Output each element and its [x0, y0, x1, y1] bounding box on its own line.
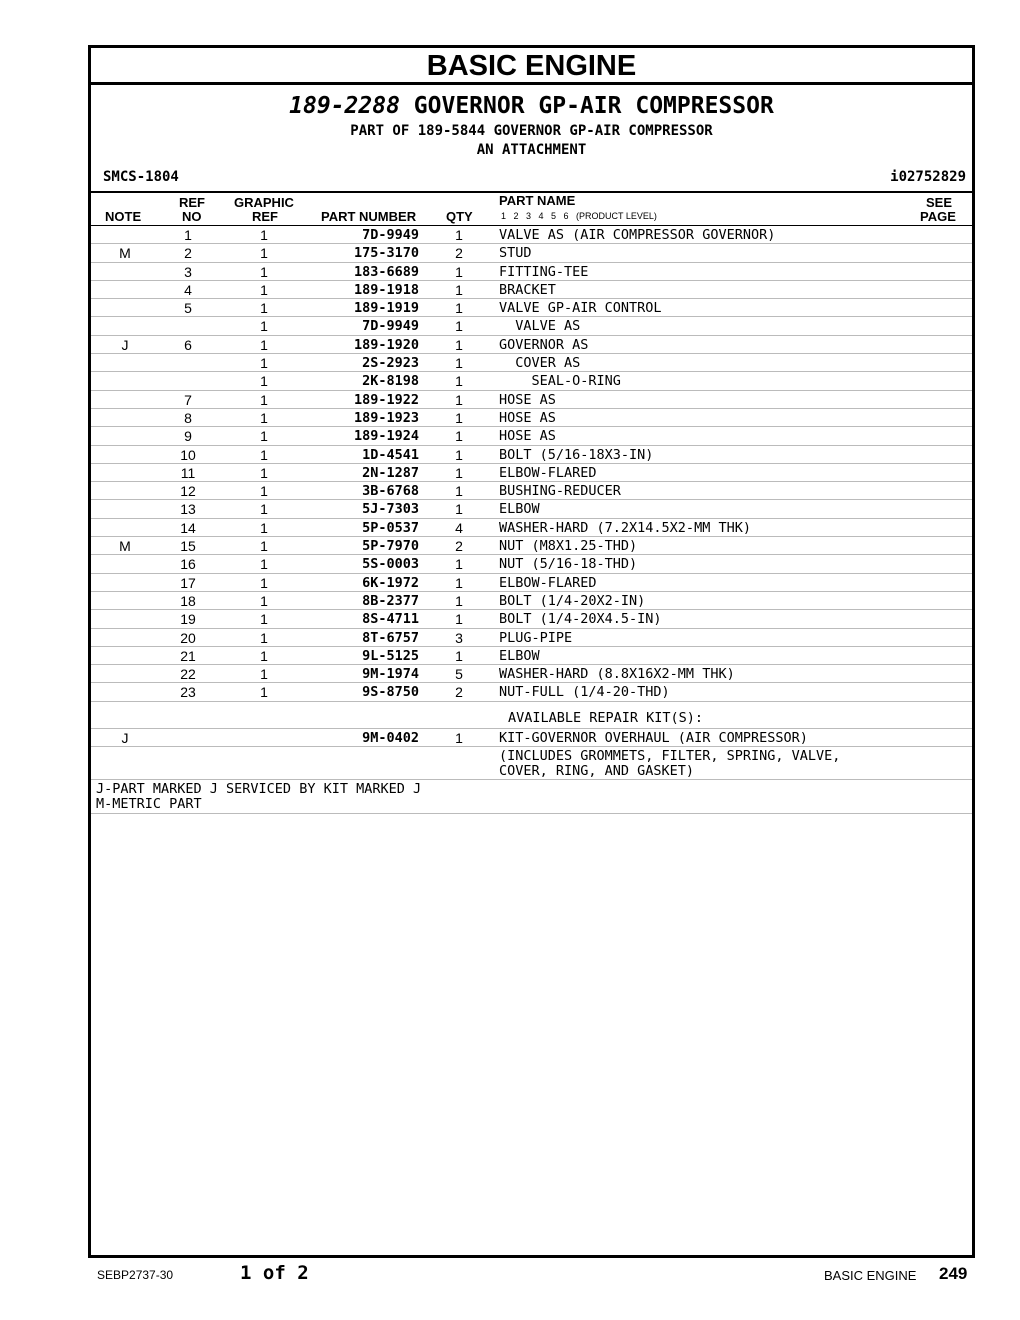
row-part-number: 175-3170: [353, 245, 419, 262]
row-graphic-ref: 1: [260, 501, 268, 518]
row-qty: 1: [455, 574, 463, 591]
row-qty: 1: [455, 464, 463, 481]
row-part-number: 189-1920: [353, 336, 419, 353]
table-row: [91, 464, 972, 482]
row-part-name: COVER AS: [499, 355, 581, 372]
row-part-name: ELBOW-FLARED: [499, 464, 597, 481]
table-row: [91, 574, 972, 592]
col-ref-top: REF: [179, 195, 205, 210]
row-part-number: 189-1919: [353, 300, 419, 317]
section-title: BASIC ENGINE: [91, 48, 972, 85]
row-part-name: GOVERNOR AS: [499, 336, 589, 353]
row-ref-no: 21: [180, 647, 196, 664]
table-row: [91, 665, 972, 683]
row-qty: 1: [455, 592, 463, 609]
page-of: 1 of 2: [240, 1262, 309, 1284]
row-part-number: 9L-5125: [362, 647, 419, 664]
row-ref-no: 6: [184, 336, 192, 353]
row-note: M: [119, 245, 131, 262]
row-part-number: 5J-7303: [362, 501, 419, 518]
row-qty: 3: [455, 629, 463, 646]
parts-table: [91, 226, 972, 702]
row-ref-no: 12: [180, 483, 196, 500]
row-ref-no: 22: [180, 666, 196, 683]
includes-line-1: (INCLUDES GROMMETS, FILTER, SPRING, VALVE,: [499, 748, 841, 765]
row-graphic-ref: 1: [260, 428, 268, 445]
row-part-number: 9S-8750: [362, 684, 419, 701]
row-part-name: BOLT (5/16-18X3-IN): [499, 446, 654, 463]
repair-kit-part-number: 9M-0402: [362, 729, 419, 746]
row-graphic-ref: 1: [260, 336, 268, 353]
table-row: [91, 281, 972, 299]
row-ref-no: 13: [180, 501, 196, 518]
table-row: [91, 244, 972, 262]
row-part-name: BOLT (1/4-20X2-IN): [499, 592, 646, 609]
col-note: NOTE: [105, 209, 142, 224]
repair-kit-heading-text: AVAILABLE REPAIR KIT(S):: [508, 709, 704, 726]
row-part-name: BUSHING-REDUCER: [499, 483, 621, 500]
smcs-code: SMCS-1804: [103, 169, 179, 185]
row-ref-no: 8: [184, 409, 192, 426]
row-part-number: 5S-0003: [362, 556, 419, 573]
row-part-number: 189-1924: [353, 428, 419, 445]
row-graphic-ref: 1: [260, 666, 268, 683]
table-row: [91, 592, 972, 610]
row-graphic-ref: 1: [260, 684, 268, 701]
row-graphic-ref: 1: [260, 373, 268, 390]
repair-kit-heading: [91, 702, 972, 729]
repair-kit-row: [91, 729, 972, 747]
row-qty: 1: [455, 501, 463, 518]
row-graphic-ref: 1: [260, 611, 268, 628]
row-part-name: HOSE AS: [499, 428, 556, 445]
row-part-name: BRACKET: [499, 281, 556, 298]
row-graphic-ref: 1: [260, 227, 268, 243]
row-ref-no: 3: [184, 263, 192, 280]
row-qty: 1: [455, 556, 463, 573]
table-row: [91, 354, 972, 372]
table-row: [91, 299, 972, 317]
row-graphic-ref: 1: [260, 281, 268, 298]
row-part-number: 2N-1287: [362, 464, 419, 481]
col-part-name: PART NAME: [499, 193, 576, 208]
legend-notes: [91, 780, 972, 814]
col-graphic-top: GRAPHIC: [234, 195, 294, 210]
row-part-name: HOSE AS: [499, 409, 556, 426]
col-see-bottom: PAGE: [920, 209, 956, 224]
row-ref-no: 1: [184, 227, 192, 243]
page-footer: [0, 1262, 1020, 1292]
row-part-number: 2S-2923: [362, 355, 419, 372]
row-graphic-ref: 1: [260, 556, 268, 573]
col-ref-bottom: NO: [182, 209, 202, 224]
row-part-number: 5P-0537: [362, 519, 419, 536]
col-product-levels: 1 2 3 4 5 6 (PRODUCT LEVEL): [501, 211, 657, 221]
row-part-name: WASHER-HARD (7.2X14.5X2-MM THK): [499, 519, 751, 536]
row-qty: 5: [455, 666, 463, 683]
col-qty: QTY: [446, 209, 473, 224]
row-part-number: 189-1918: [353, 281, 419, 298]
table-row: [91, 647, 972, 665]
row-part-name: VALVE AS (AIR COMPRESSOR GOVERNOR): [499, 227, 776, 243]
row-graphic-ref: 1: [260, 391, 268, 408]
row-part-name: WASHER-HARD (8.8X16X2-MM THK): [499, 666, 735, 683]
row-part-name: NUT-FULL (1/4-20-THD): [499, 684, 670, 701]
row-part-name: ELBOW: [499, 501, 540, 518]
row-graphic-ref: 1: [260, 483, 268, 500]
doc-id: SEBP2737-30: [97, 1268, 174, 1282]
table-row: [91, 226, 972, 244]
col-graphic-bottom: REF: [252, 209, 278, 224]
row-ref-no: 16: [180, 556, 196, 573]
table-row: [91, 610, 972, 628]
table-row: [91, 500, 972, 518]
row-qty: 1: [455, 336, 463, 353]
row-ref-no: 19: [180, 611, 196, 628]
row-graphic-ref: 1: [260, 538, 268, 555]
row-part-name: VALVE AS: [499, 318, 581, 335]
row-ref-no: 5: [184, 300, 192, 317]
row-part-name: NUT (M8X1.25-THD): [499, 538, 638, 555]
row-ref-no: 9: [184, 428, 192, 445]
row-graphic-ref: 1: [260, 592, 268, 609]
row-part-number: 7D-9949: [362, 227, 419, 243]
row-ref-no: 2: [184, 245, 192, 262]
column-headers: [91, 193, 972, 226]
row-part-number: 7D-9949: [362, 318, 419, 335]
repair-kit-qty: 1: [455, 729, 463, 746]
table-row: [91, 409, 972, 427]
row-ref-no: 20: [180, 629, 196, 646]
table-row: [91, 391, 972, 409]
table-row: [91, 537, 972, 555]
row-qty: 1: [455, 318, 463, 335]
row-ref-no: 4: [184, 281, 192, 298]
row-part-number: 189-1922: [353, 391, 419, 408]
row-qty: 1: [455, 647, 463, 664]
table-row: [91, 263, 972, 281]
row-graphic-ref: 1: [260, 464, 268, 481]
row-qty: 1: [455, 263, 463, 280]
table-row: [91, 427, 972, 445]
note-m: M-METRIC PART: [96, 796, 202, 813]
row-ref-no: 10: [180, 446, 196, 463]
footer-section: BASIC ENGINE: [824, 1268, 917, 1283]
table-row: [91, 372, 972, 390]
page-number: 249: [939, 1264, 968, 1283]
row-graphic-ref: 1: [260, 263, 268, 280]
row-qty: 2: [455, 684, 463, 701]
row-ref-no: 17: [180, 574, 196, 591]
row-qty: 1: [455, 355, 463, 372]
table-row: [91, 519, 972, 537]
row-qty: 2: [455, 538, 463, 555]
row-part-name: SEAL-O-RING: [499, 373, 621, 390]
row-part-number: 9M-1974: [362, 666, 419, 683]
row-part-name: STUD: [499, 245, 532, 262]
row-graphic-ref: 1: [260, 574, 268, 591]
table-row: [91, 555, 972, 573]
row-graphic-ref: 1: [260, 318, 268, 335]
row-part-number: 2K-8198: [362, 373, 419, 390]
row-ref-no: 15: [180, 538, 196, 555]
repair-kit-note: J: [121, 729, 129, 746]
row-graphic-ref: 1: [260, 629, 268, 646]
title-part-number: 189-2288: [289, 93, 400, 119]
row-qty: 1: [455, 281, 463, 298]
row-qty: 4: [455, 519, 463, 536]
row-ref-no: 18: [180, 592, 196, 609]
col-part-number: PART NUMBER: [321, 209, 417, 224]
title-text: GOVERNOR GP-AIR COMPRESSOR: [413, 93, 774, 119]
part-of-line: PART OF 189-5844 GOVERNOR GP-AIR COMPRESSOR: [350, 123, 713, 139]
repair-kit-name: KIT-GOVERNOR OVERHAUL (AIR COMPRESSOR): [499, 729, 808, 746]
row-part-name: FITTING-TEE: [499, 263, 589, 280]
row-part-number: 8B-2377: [362, 592, 419, 609]
row-part-number: 5P-7970: [362, 538, 419, 555]
row-ref-no: 7: [184, 391, 192, 408]
row-part-number: 183-6689: [353, 263, 419, 280]
page-title: [91, 93, 972, 119]
table-row: [91, 629, 972, 647]
table-row: [91, 317, 972, 335]
row-part-number: 6K-1972: [362, 574, 419, 591]
row-part-name: ELBOW-FLARED: [499, 574, 597, 591]
repair-kit-includes-text: [499, 749, 840, 779]
row-part-name: HOSE AS: [499, 391, 556, 408]
row-part-name: BOLT (1/4-20X4.5-IN): [499, 611, 662, 628]
row-part-name: PLUG-PIPE: [499, 629, 573, 646]
row-qty: 1: [455, 446, 463, 463]
col-see-top: SEE: [926, 195, 953, 210]
row-note: M: [119, 538, 131, 555]
page-frame: [88, 45, 975, 1258]
row-part-name: ELBOW: [499, 647, 540, 664]
table-row: [91, 482, 972, 500]
row-qty: 1: [455, 428, 463, 445]
row-qty: 1: [455, 373, 463, 390]
row-qty: 1: [455, 611, 463, 628]
row-qty: 1: [455, 483, 463, 500]
row-note: J: [121, 336, 129, 353]
row-graphic-ref: 1: [260, 647, 268, 664]
attachment-line: AN ATTACHMENT: [476, 142, 587, 158]
row-part-number: 8S-4711: [362, 611, 419, 628]
row-graphic-ref: 1: [260, 245, 268, 262]
row-qty: 1: [455, 409, 463, 426]
repair-kit-includes: [91, 747, 972, 780]
row-graphic-ref: 1: [260, 446, 268, 463]
row-qty: 2: [455, 245, 463, 262]
row-ref-no: 14: [180, 519, 196, 536]
row-part-name: NUT (5/16-18-THD): [499, 556, 638, 573]
row-graphic-ref: 1: [260, 355, 268, 372]
row-ref-no: 23: [180, 684, 196, 701]
row-qty: 1: [455, 300, 463, 317]
row-qty: 1: [455, 391, 463, 408]
row-part-number: 8T-6757: [362, 629, 419, 646]
info-id: i02752829: [890, 169, 966, 185]
row-graphic-ref: 1: [260, 300, 268, 317]
row-part-number: 3B-6768: [362, 483, 419, 500]
row-qty: 1: [455, 227, 463, 243]
includes-line-2: COVER, RING, AND GASKET): [499, 763, 695, 780]
row-graphic-ref: 1: [260, 519, 268, 536]
table-row: [91, 446, 972, 464]
row-ref-no: 11: [180, 464, 196, 481]
row-part-name: VALVE GP-AIR CONTROL: [499, 300, 662, 317]
table-row: [91, 336, 972, 354]
page-header: [91, 85, 972, 193]
row-graphic-ref: 1: [260, 409, 268, 426]
row-part-number: 1D-4541: [362, 446, 419, 463]
table-row: [91, 683, 972, 701]
note-j: J-PART MARKED J SERVICED BY KIT MARKED J: [96, 781, 422, 798]
row-part-number: 189-1923: [353, 409, 419, 426]
